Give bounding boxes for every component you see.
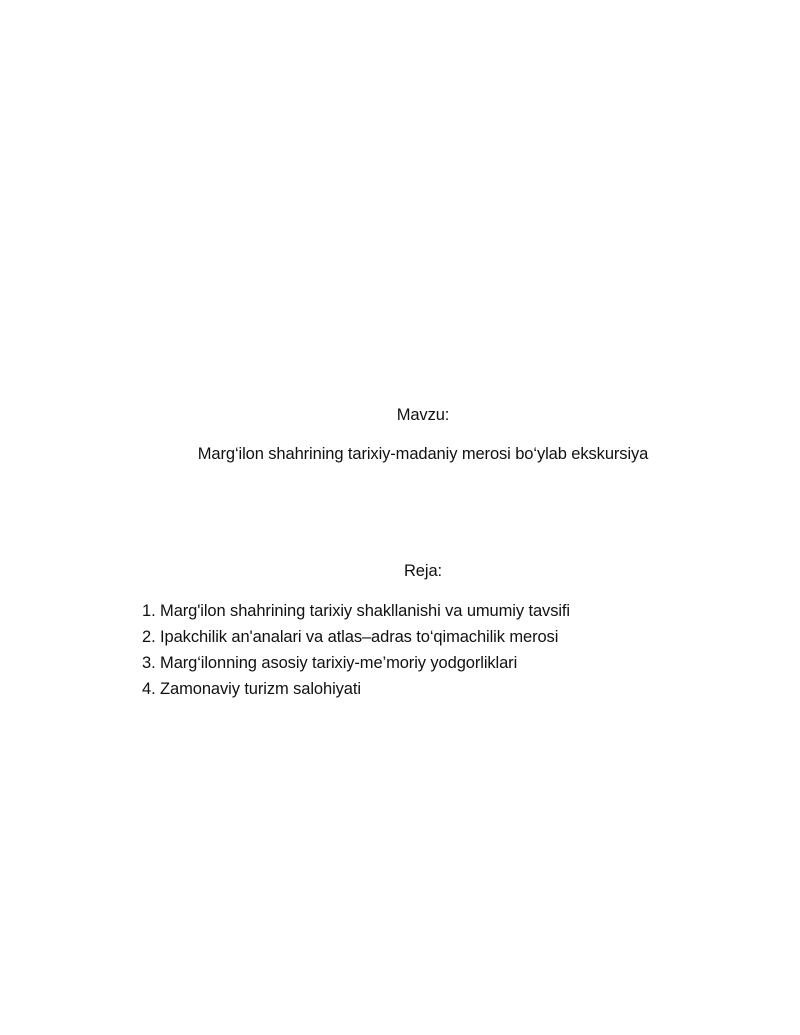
plan-item-4: 4. Zamonaviy turizm salohiyati [142, 680, 361, 698]
plan-item-2: 2. Ipakchilik an'analari va atlas–adras to‘qimachilik merosi [142, 628, 559, 646]
plan-label: Reja: [403, 562, 443, 580]
topic-title: Marg‘ilon shahrining tarixiy-madaniy merosi bo‘ylab ekskursiya [197, 445, 649, 463]
plan-list [142, 598, 570, 702]
plan-item-3: 3. Marg‘ilonning asosiy tarixiy-me’moriy yodgorliklari [142, 654, 518, 672]
plan-item-1: 1. Marg'ilon shahrining tarixiy shakllanishi va umumiy tavsifi [142, 602, 570, 620]
topic-label: Mavzu: [396, 406, 450, 424]
